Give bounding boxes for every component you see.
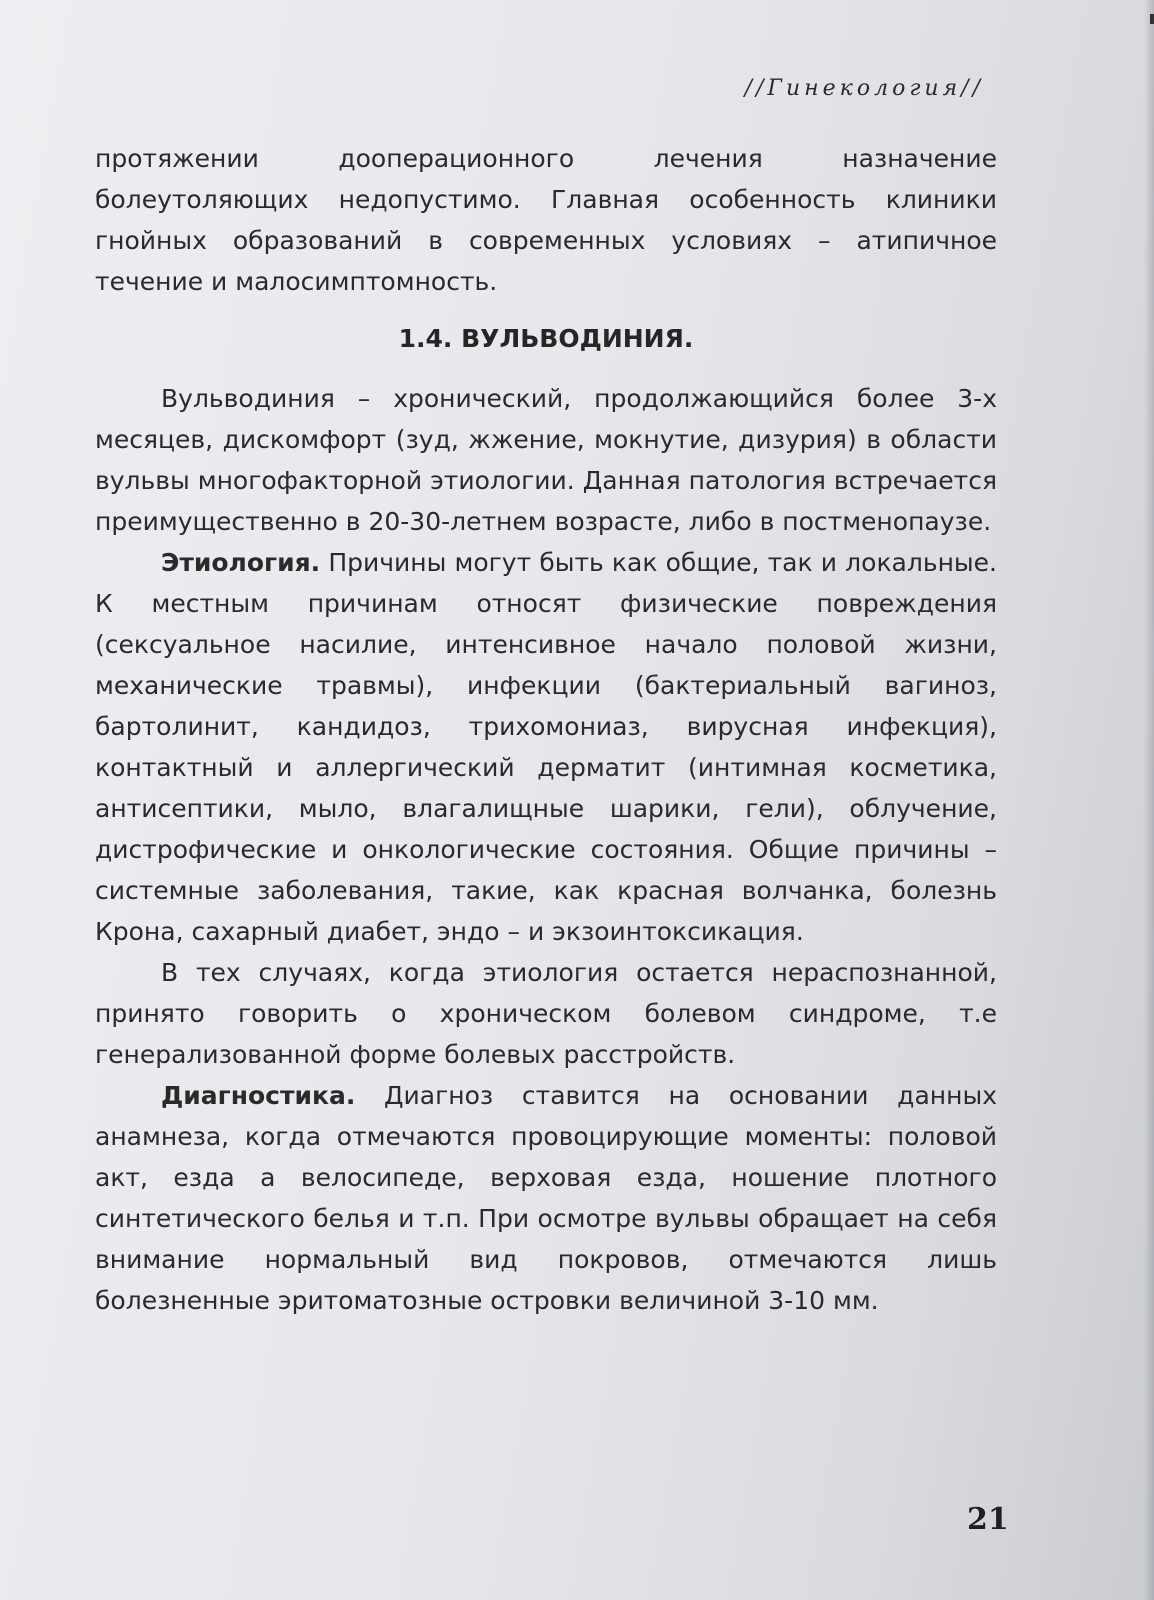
page-content xyxy=(95,138,997,1321)
diagnostics-term: Диагностика. xyxy=(161,1081,356,1110)
paragraph-intro: протяжении дооперационного лечения назначение болеутоляющих недопустимо. Главная особенность клиники гнойных образований в современных условиях – атипичное течение и малосимптомность. xyxy=(95,144,997,296)
page-number: 21 xyxy=(967,1502,1009,1537)
running-header: //Гинекология// xyxy=(744,76,984,101)
diagnostics-text: Диагноз ставится на основании данных анамнеза, когда отмечаются провоцирующие моменты: половой акт, езда а велосипеде, верховая езда, ношение плотного синтетического белья и т.п. При осмотре вульвы обращает на себя внимание нормальный вид покровов, отмечаются лишь болезненные эритоматозные островки величиной 3-10 мм. xyxy=(95,1081,997,1315)
paragraph-definition: Вульводиния – хронический, продолжающийся более 3-х месяцев, дискомфорт (зуд, жжение, мокнутие, дизурия) в области вульвы многофакторной этиологии. Данная патология встречается преимущественно в 20-30-летнем возрасте, либо в постменопаузе. xyxy=(95,384,997,536)
page-edge-shadow xyxy=(1144,0,1154,1600)
etiology-text: Причины могут быть как общие, так и локальные. К местным причинам относят физические повреждения (сексуальное насилие, интенсивное начало половой жизни, механические травмы), инфекции (бактериальный вагиноз, бартолинит, кандидоз, трихомониаз, вирусная инфекция), контактный и аллергический дерматит (интимная косметика, антисептики, мыло, влагалищные шарики, гели), облучение, дистрофические и онкологические состояния. Общие причины – системные заболевания, такие, как красная волчанка, болезнь Крона, сахарный диабет, эндо – и экзоинтоксикация. xyxy=(95,548,997,946)
paragraph-chronic-pain: В тех случаях, когда этиология остается нераспознанной, принято говорить о хроническом болевом синдроме, т.е генерализованной форме болевых расстройств. xyxy=(95,958,997,1069)
paragraph-etiology xyxy=(95,542,997,952)
etiology-term: Этиология. xyxy=(161,548,321,577)
paragraph-diagnostics xyxy=(95,1075,997,1321)
section-heading: 1.4. ВУЛЬВОДИНИЯ. xyxy=(398,324,694,353)
page-edge-mark xyxy=(1150,14,1154,24)
